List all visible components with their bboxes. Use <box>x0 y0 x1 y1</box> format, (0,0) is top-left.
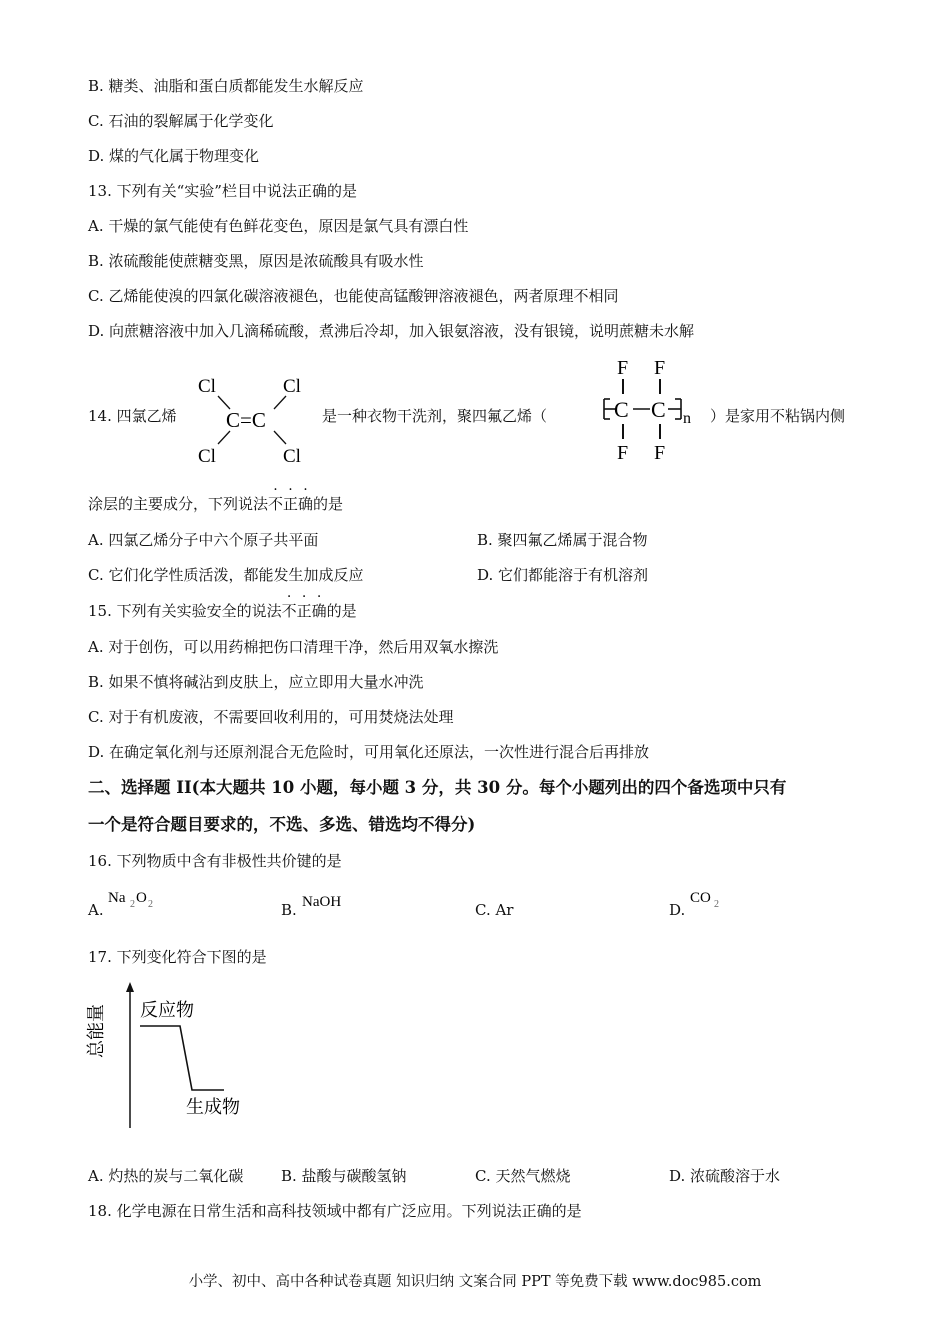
svg-text:NaOH: NaOH <box>302 894 342 910</box>
svg-text:Cl: Cl <box>283 446 301 467</box>
product-label: 生成物 <box>186 1097 240 1117</box>
tetrachloroethylene-structure <box>188 370 318 470</box>
q15-stem: 15. 下列有关实验安全的说法 . . . 不正确的是 <box>88 585 357 620</box>
q14-option-c: C. 它们化学性质活泼，都能发生加成反应 <box>88 566 364 584</box>
q12-option-c: C. 石油的裂解属于化学变化 <box>88 112 274 130</box>
svg-text:Cl: Cl <box>283 376 301 397</box>
section-2-heading-line2: 一个是符合题目要求的，不选、多选、错选均不得分) <box>88 815 476 834</box>
q17-option-b: B. 盐酸与碳酸氢钠 <box>281 1167 407 1185</box>
q15-option-a: A. 对于创伤，可以用药棉把伤口清理干净，然后用双氧水擦洗 <box>88 638 499 656</box>
page-footer: 小学、初中、高中各种试卷真题 知识归纳 文案合同 PPT 等免费下载 www.doc985.com <box>188 1274 762 1290</box>
q12-option-b: B. 糖类、油脂和蛋白质都能发生水解反应 <box>88 77 364 95</box>
reactant-label: 反应物 <box>140 1000 194 1020</box>
svg-text:C=C: C=C <box>226 408 266 432</box>
q16-option-c: C. Ar <box>475 901 514 919</box>
q17-option-a: A. 灼热的炭与二氧化碳 <box>88 1167 244 1185</box>
formula-naoh <box>302 890 362 912</box>
q18-stem: 18. 化学电源在日常生活和高科技领域中都有广泛应用。下列说法正确的是 <box>88 1202 582 1220</box>
svg-text:Na: Na <box>108 890 126 906</box>
q14-stem-suffix: ）是家用不粘锅内侧 <box>710 407 846 425</box>
q15-option-d: D. 在确定氧化剂与还原剂混合无危险时，可用氧化还原法，一次性进行混合后再排放 <box>88 743 650 761</box>
svg-text:O: O <box>136 890 147 906</box>
energy-diagram <box>86 978 260 1130</box>
formula-co2 <box>690 886 735 912</box>
svg-text:F: F <box>654 442 666 464</box>
svg-text:Cl: Cl <box>198 446 216 467</box>
q14-option-a: A. 四氯乙烯分子中六个原子共平面 <box>88 531 319 549</box>
emphasis-not-correct: . . . 不正确 <box>268 478 314 513</box>
q13-option-c: C. 乙烯能使溴的四氯化碳溶液褪色，也能使高锰酸钾溶液褪色，两者原理不相同 <box>88 287 619 305</box>
svg-text:C: C <box>614 397 629 422</box>
q15-option-b: B. 如果不慎将碱沾到皮肤上，应立即用大量水冲洗 <box>88 673 424 691</box>
q14-stem-middle: 是一种衣物干洗剂，聚四氟乙烯（ <box>322 407 548 425</box>
q13-stem: 13. 下列有关“实验”栏目中说法正确的是 <box>88 182 357 200</box>
emphasis-not-correct: . . . 不正确 <box>281 585 327 620</box>
svg-text:2: 2 <box>148 899 153 910</box>
q12-option-d: D. 煤的气化属于物理变化 <box>88 147 260 165</box>
q14-stem-continued: 涂层的主要成分，下列说法 . . . 不正确的是 <box>88 478 344 513</box>
formula-na2o2 <box>108 886 168 912</box>
q14-option-b: B. 聚四氟乙烯属于混合物 <box>477 531 648 549</box>
q16-option-a: A. <box>88 901 104 919</box>
section-2-heading-line1: 二、选择题 II(本大题共 10 小题，每小题 3 分，共 30 分。每个小题列出的四个备选项中只有 <box>88 778 787 797</box>
q14-stem-prefix: 14. 四氯乙烯 <box>88 407 177 425</box>
q17-option-d: D. 浓硫酸溶于水 <box>669 1167 781 1185</box>
q16-stem: 16. 下列物质中含有非极性共价键的是 <box>88 852 342 870</box>
svg-text:F: F <box>617 357 629 379</box>
q16-option-d: D. <box>669 901 686 919</box>
svg-text:Cl: Cl <box>198 376 216 397</box>
q16-option-b: B. <box>281 901 297 919</box>
q13-option-b: B. 浓硫酸能使蔗糖变黑，原因是浓硫酸具有吸水性 <box>88 252 424 270</box>
q14-option-d: D. 它们都能溶于有机溶剂 <box>477 566 649 584</box>
svg-text:n: n <box>683 410 691 427</box>
q17-stem: 17. 下列变化符合下图的是 <box>88 948 267 966</box>
svg-text:2: 2 <box>714 899 719 910</box>
svg-text:F: F <box>617 442 629 464</box>
q13-option-d: D. 向蔗糖溶液中加入几滴稀硫酸，煮沸后冷却，加入银氨溶液，没有银镜，说明蔗糖未水解 <box>88 322 695 340</box>
svg-text:CO: CO <box>690 890 711 906</box>
ptfe-structure <box>592 352 704 468</box>
q13-option-a: A. 干燥的氯气能使有色鲜花变色，原因是氯气具有漂白性 <box>88 217 469 235</box>
q15-option-c: C. 对于有机废液，不需要回收利用的，可用焚烧法处理 <box>88 708 454 726</box>
svg-text:2: 2 <box>130 899 135 910</box>
y-axis-label: 总能量 <box>86 1004 106 1058</box>
svg-text:F: F <box>654 357 666 379</box>
svg-text:C: C <box>651 397 666 422</box>
q17-option-c: C. 天然气燃烧 <box>475 1167 571 1185</box>
